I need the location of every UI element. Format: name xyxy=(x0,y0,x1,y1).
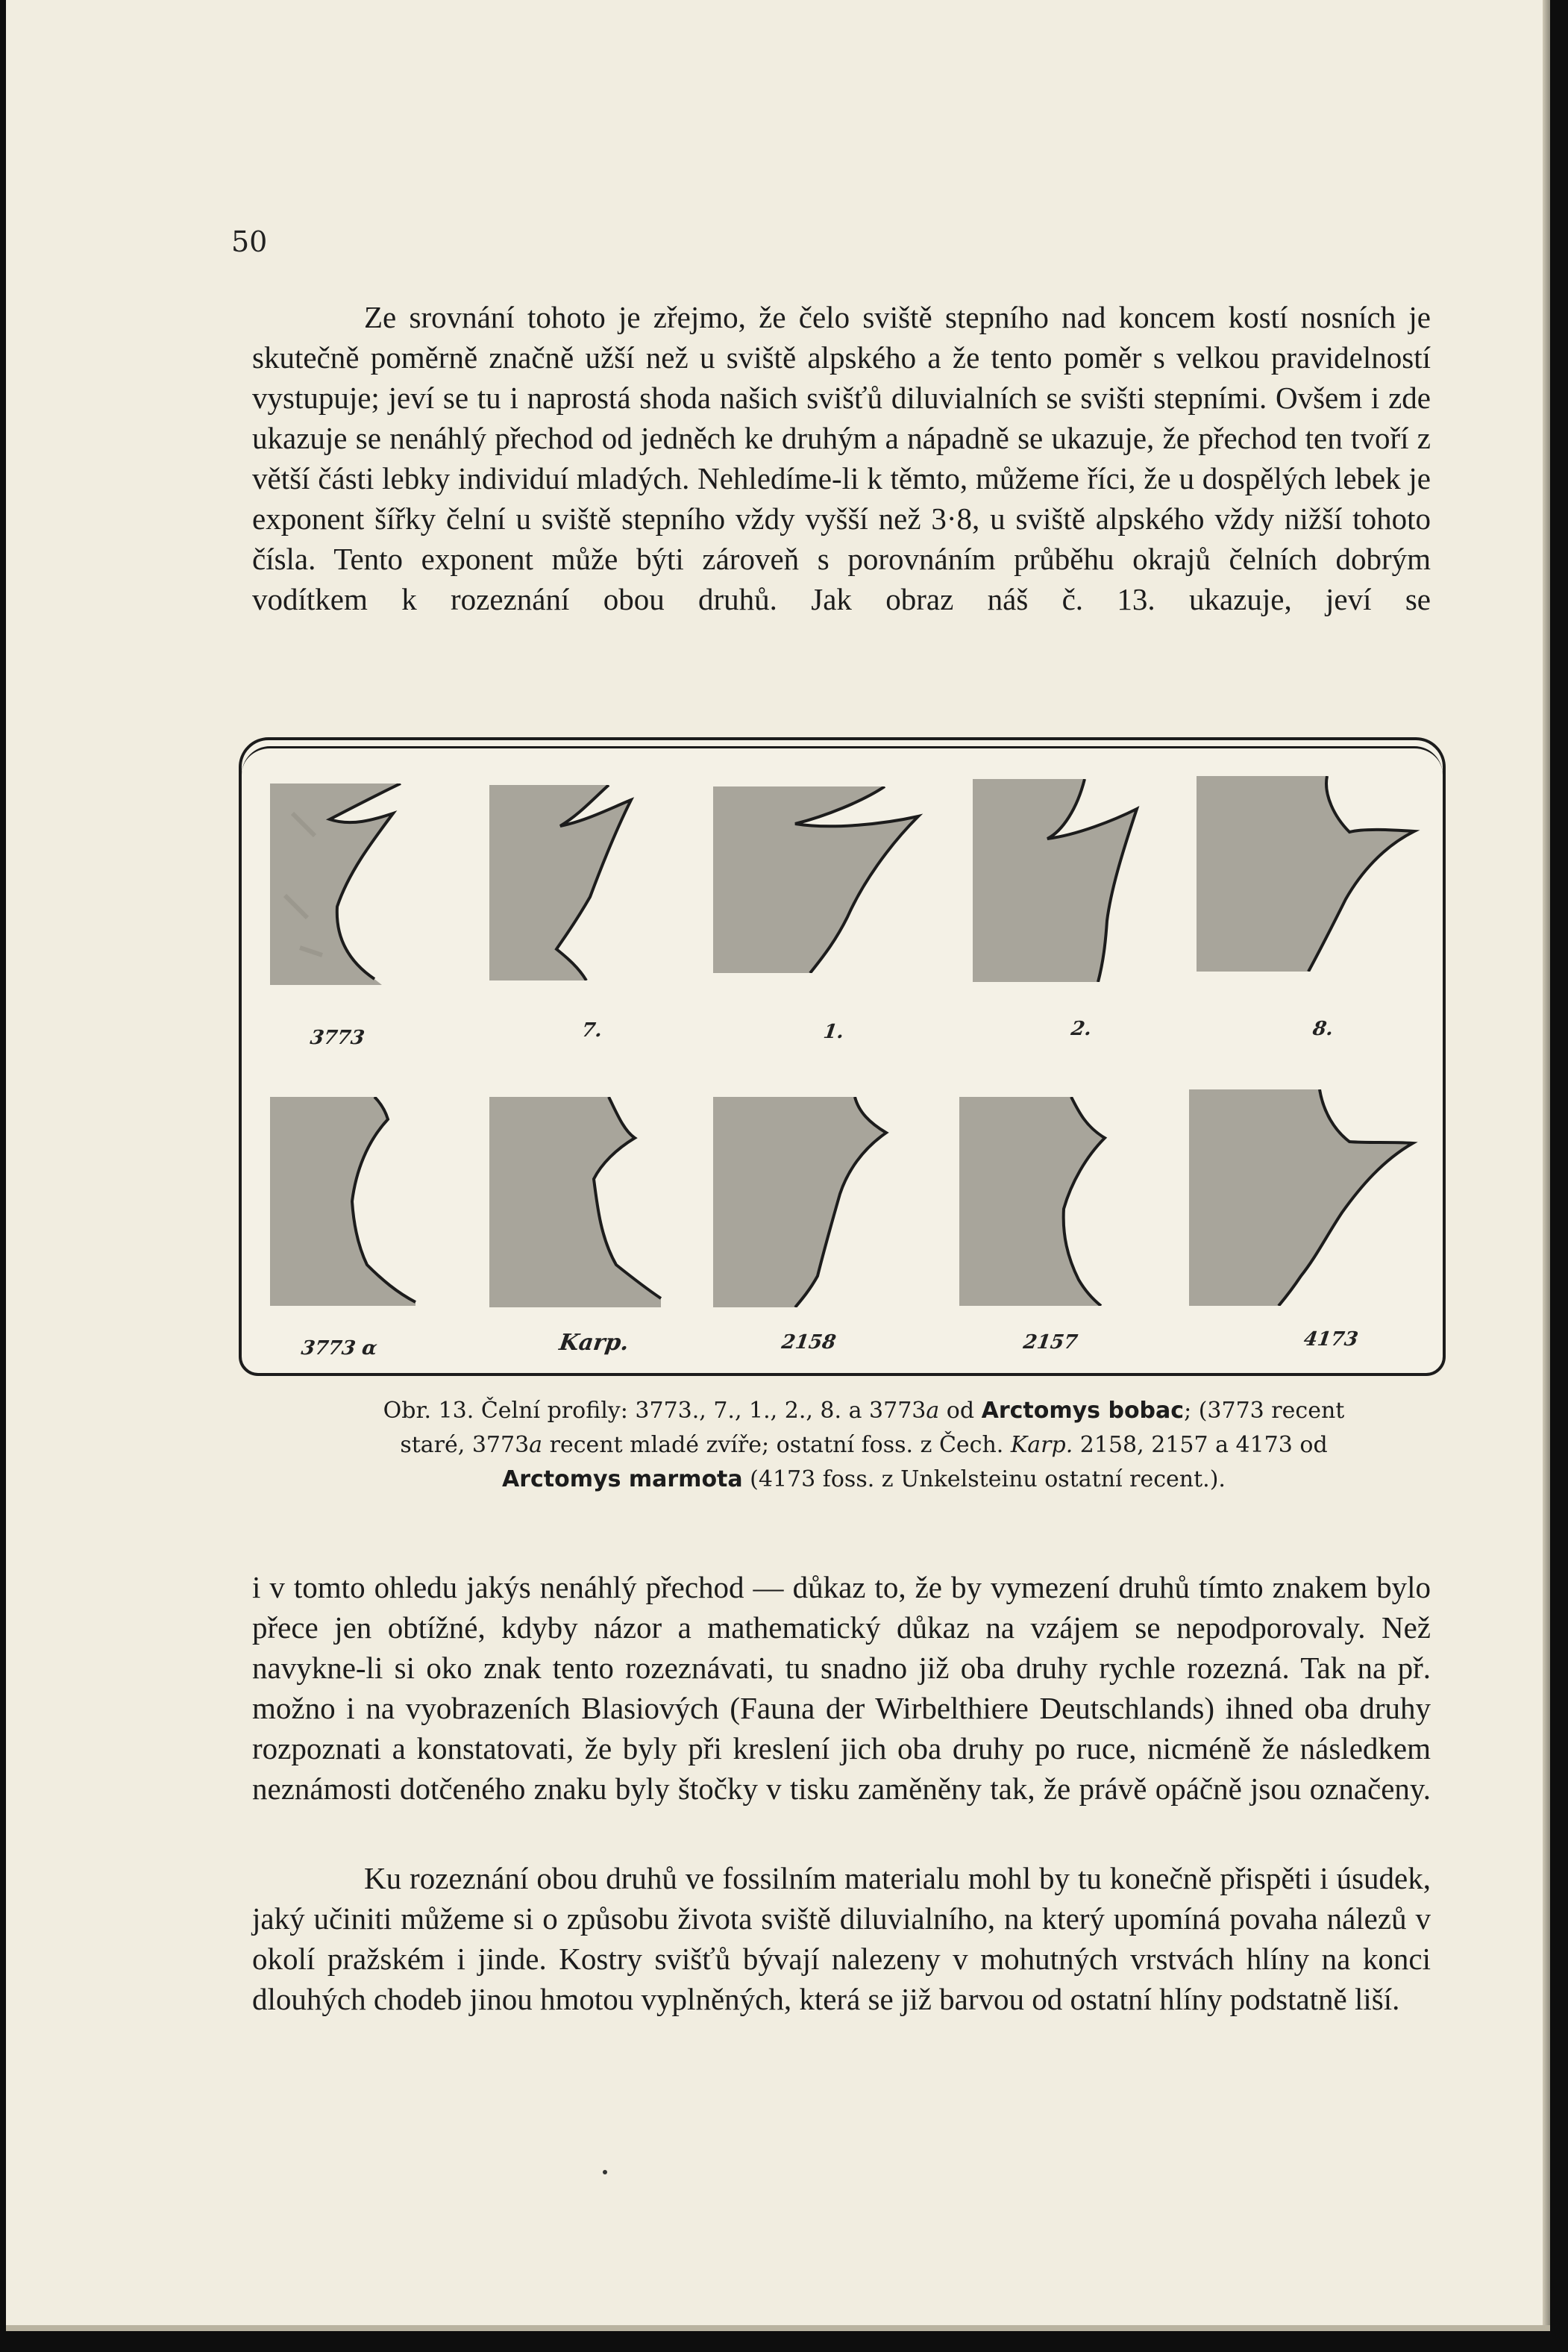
caption-od: od xyxy=(939,1398,982,1424)
label-karp: Karp. xyxy=(557,1330,631,1356)
label-2157: 2157 xyxy=(1021,1331,1079,1354)
paragraph-2: i v tomto ohledu jakýs nenáhlý přechod — důkaz to, že by vymezení druhů tímto znakem bylo přece jen obtížné, kdyby názor a mathematický důkaz na vzájem se nepodporovaly. Než navykne-li si oko znak tento rozeznávati, tu snadno již oba druhy rychle rozezná. Tak na př. možno i na vyobrazeních Blasiových (Fauna der Wirbelthiere Deutschlands) ihned oba druhy rozpoznati a konstatovati, že byly při kreslení jich oba druhy po ruce, nicméně že následkem neznámosti dotčeného znaku byly štočky v tisku zaměněny tak, že právě opáčně jsou označeny. xyxy=(252,1570,1431,1806)
caption-sub-a: a xyxy=(926,1398,940,1424)
label-8: 8. xyxy=(1311,1018,1335,1040)
caption-lead: Obr. 13. Čelní profily: 3773., 7., 1., 2., 8. a 3773 xyxy=(383,1398,926,1424)
ink-speck xyxy=(603,2170,607,2174)
frontal-profile-2157 xyxy=(959,1097,1161,1306)
frontal-profile-2158 xyxy=(713,1097,909,1307)
caption-end: (4173 foss. z Unkelsteinu ostatní recent.). xyxy=(742,1466,1226,1492)
page-edge-right xyxy=(1543,0,1550,2331)
frontal-profile-3773 xyxy=(270,784,462,985)
figure-caption xyxy=(357,1394,1371,1497)
caption-tail: 2158, 2157 a 4173 od xyxy=(1073,1432,1328,1458)
frontal-profile-2 xyxy=(973,779,1167,982)
caption-karp: Karp. xyxy=(1010,1432,1073,1458)
frontal-profile-7 xyxy=(489,785,689,980)
species-bobac: Arctomys bobac xyxy=(981,1398,1185,1424)
label-7: 7. xyxy=(580,1019,604,1042)
page-number: 50 xyxy=(231,225,268,258)
book-page xyxy=(6,0,1550,2331)
frontal-profile-1 xyxy=(713,786,937,973)
label-2158: 2158 xyxy=(780,1331,838,1354)
frontal-profile-8 xyxy=(1197,776,1420,972)
paragraph-1: Ze srovnání tohoto je zřejmo, že čelo sviště stepního nad koncem kostí nosních je skutečně poměrně značně užší než u sviště alpského a že tento poměr s velkou pravidelností vystupuje; jeví se tu i naprostá shoda našich svišťů diluvialních se svišti stepními. Ovšem i zde ukazuje se nenáhlý přechod od jedněch ke druhým a nápadně se ukazuje, že přechod ten tvoří z větší části lebky individuí mladých. Nehledíme-li k těmto, můžeme říci, že u dospělých lebek je exponent šířky čelní u sviště stepního vždy vyšší než 3·8, u sviště alpského vždy nižší tohoto čísla. Tento exponent může býti zároveň s porovnáním průběhu okrajů čelních dobrým vodítkem k rozeznání obou druhů. Jak obraz náš č. 13. ukazuje, jeví se xyxy=(252,300,1431,616)
label-1: 1. xyxy=(821,1021,846,1043)
label-3773: 3773 xyxy=(308,1027,366,1049)
frontal-profile-3773a xyxy=(270,1097,457,1306)
frontal-profile-4173 xyxy=(1189,1089,1420,1306)
label-4173: 4173 xyxy=(1302,1328,1360,1351)
caption-sub-a-2: a xyxy=(529,1432,543,1458)
paragraph-3: Ku rozeznání obou druhů ve fossilním materialu mohl by tu konečně přispěti i úsudek, jaký učiniti můžeme si o způsobu života sviště diluvialního, na který upomíná povaha nálezů v okolí pražském i jinde. Kostry svišťů bývají nalezeny v mohutných vrstvách hlíny na konci dlouhých chodeb jinou hmotou vyplněných, která se již barvou od ostatní hlíny podstatně liší. xyxy=(252,1861,1431,2016)
figure-13 xyxy=(239,737,1446,1376)
caption-mid: ; (3773 recent staré, 3773 xyxy=(400,1398,1345,1458)
frontal-profile-karp xyxy=(489,1097,685,1307)
page-edge-bottom xyxy=(6,2325,1550,2331)
caption-mid-2: recent mladé zvíře; ostatní foss. z Čech. xyxy=(542,1432,1011,1458)
label-2: 2. xyxy=(1069,1018,1094,1040)
species-marmota: Arctomys marmota xyxy=(502,1466,743,1492)
label-3773a: 3773 α xyxy=(299,1337,379,1360)
